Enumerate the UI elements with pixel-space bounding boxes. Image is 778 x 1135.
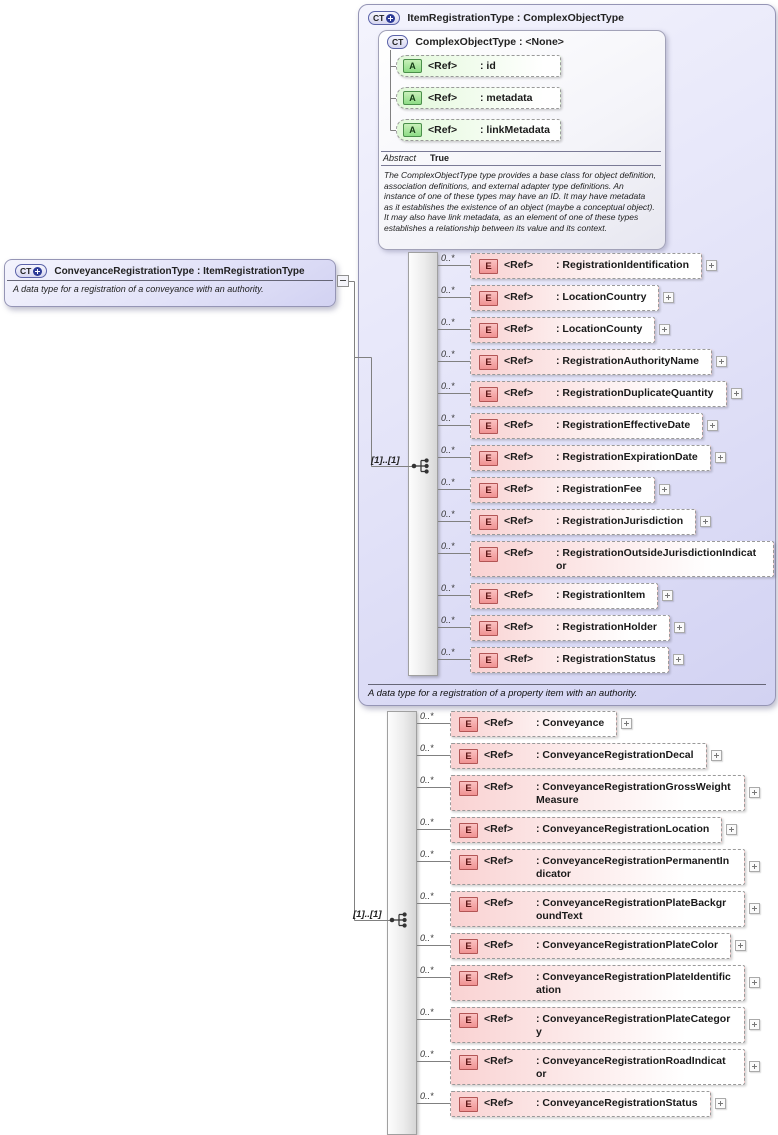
inherited-element-rows	[441, 253, 774, 679]
expand-icon[interactable]	[715, 452, 726, 463]
ref-label: <Ref>	[428, 92, 458, 104]
element-box[interactable]	[470, 445, 711, 471]
element-icon: E	[479, 323, 498, 338]
element-box[interactable]	[470, 381, 727, 407]
cardinality-label: 0..*	[420, 817, 434, 827]
element-icon: E	[479, 451, 498, 466]
cardinality-label: 0..*	[441, 413, 455, 423]
element-name: : RegistrationItem	[556, 589, 646, 601]
ref-label: <Ref>	[504, 419, 534, 431]
ref-label: <Ref>	[428, 60, 458, 72]
expand-icon[interactable]	[674, 622, 685, 633]
complex-object-type-title: ComplexObjectType : <None>	[415, 36, 564, 48]
expand-icon[interactable]	[749, 1019, 760, 1030]
element-name: : ConveyanceRegistrationPlateColor	[536, 939, 719, 951]
ref-label: <Ref>	[504, 547, 534, 559]
ref-label: <Ref>	[484, 823, 514, 835]
element-box[interactable]	[470, 285, 659, 311]
element-row	[441, 285, 774, 311]
element-icon: E	[459, 897, 478, 912]
sequence-icon[interactable]	[388, 910, 414, 930]
sequence-icon[interactable]	[410, 456, 436, 476]
attribute-icon: A	[403, 123, 422, 137]
ref-label: <Ref>	[504, 483, 534, 495]
element-box[interactable]	[450, 743, 707, 769]
attribute-list	[396, 55, 561, 151]
element-name: : Conveyance	[536, 717, 605, 729]
element-box[interactable]	[470, 253, 702, 279]
element-row	[420, 933, 745, 959]
ref-label: <Ref>	[484, 781, 514, 793]
element-row	[441, 541, 774, 577]
element-name: : RegistrationDuplicateQuantity	[556, 387, 714, 399]
cardinality-label: 0..*	[441, 509, 455, 519]
element-box[interactable]	[450, 1049, 745, 1085]
element-name: : ConveyanceRegistrationLocation	[536, 823, 710, 835]
complex-type-icon	[387, 35, 408, 49]
expand-icon[interactable]	[659, 484, 670, 495]
ref-label: <Ref>	[504, 259, 534, 271]
ref-label: <Ref>	[484, 855, 514, 867]
expand-icon[interactable]	[659, 324, 670, 335]
cardinality-label: 0..*	[441, 349, 455, 359]
element-row	[441, 509, 774, 535]
expand-icon[interactable]	[749, 787, 760, 798]
element-icon: E	[479, 259, 498, 274]
element-icon: E	[479, 653, 498, 668]
expand-icon[interactable]	[621, 718, 632, 729]
sequence-cardinality: [1]..[1]	[353, 909, 382, 920]
element-icon: E	[479, 291, 498, 306]
element-name: : RegistrationExpirationDate	[556, 451, 698, 463]
ref-label: <Ref>	[484, 897, 514, 909]
element-box[interactable]	[470, 317, 655, 343]
sequence-cardinality: [1]..[1]	[371, 455, 400, 466]
expand-icon[interactable]	[749, 903, 760, 914]
ref-label: <Ref>	[484, 1055, 514, 1067]
element-row	[420, 1091, 745, 1117]
cardinality-label: 0..*	[420, 933, 434, 943]
element-box[interactable]	[470, 541, 774, 577]
expand-icon[interactable]	[726, 824, 737, 835]
element-row	[420, 775, 745, 811]
element-name: : RegistrationFee	[556, 483, 642, 495]
cardinality-label: 0..*	[441, 285, 455, 295]
cardinality-label: 0..*	[420, 1049, 434, 1059]
element-icon: E	[459, 1097, 478, 1112]
element-name: : RegistrationStatus	[556, 653, 656, 665]
cardinality-label: 0..*	[441, 647, 455, 657]
element-box[interactable]	[450, 849, 745, 885]
element-box[interactable]	[470, 583, 658, 609]
element-row	[420, 1007, 745, 1043]
element-name: : LocationCountry	[556, 291, 647, 303]
element-name: : ConveyanceRegistrationPlateCategory	[536, 1013, 731, 1038]
element-icon: E	[459, 717, 478, 732]
conveyance-registration-type-title: ConveyanceRegistrationType : ItemRegistrationType	[54, 265, 305, 277]
ref-label: <Ref>	[504, 589, 534, 601]
expand-icon[interactable]	[673, 654, 684, 665]
attribute-box[interactable]	[396, 119, 561, 141]
element-row	[441, 583, 774, 609]
abstract-row	[381, 151, 661, 166]
element-name: : RegistrationHolder	[556, 621, 657, 633]
element-icon: E	[459, 781, 478, 796]
ref-label: <Ref>	[504, 515, 534, 527]
complex-type-icon-label: CT	[392, 37, 404, 47]
attribute-icon: A	[403, 59, 422, 73]
element-row	[441, 445, 774, 471]
cardinality-label: 0..*	[441, 583, 455, 593]
element-name: : ConveyanceRegistrationPlateIdentification	[536, 971, 731, 996]
expand-icon[interactable]	[749, 861, 760, 872]
element-name: : LocationCounty	[556, 323, 643, 335]
item-registration-type-title: ItemRegistrationType : ComplexObjectType	[407, 12, 624, 24]
element-icon: E	[479, 589, 498, 604]
element-box[interactable]	[450, 1007, 745, 1043]
expand-icon[interactable]	[663, 292, 674, 303]
attribute-icon: A	[403, 91, 422, 105]
derived-plus-icon	[386, 14, 395, 23]
cardinality-label: 0..*	[420, 775, 434, 785]
ref-label: <Ref>	[504, 323, 534, 335]
item-registration-type-description: A data type for a registration of a property item with an authority.	[368, 684, 766, 699]
ref-label: <Ref>	[504, 291, 534, 303]
element-icon: E	[479, 483, 498, 498]
cardinality-label: 0..*	[420, 849, 434, 859]
element-row	[441, 413, 774, 439]
cardinality-label: 0..*	[441, 615, 455, 625]
ref-label: <Ref>	[484, 717, 514, 729]
element-row	[420, 711, 745, 737]
cardinality-label: 0..*	[441, 477, 455, 487]
attribute-box[interactable]	[396, 87, 561, 109]
element-row	[420, 1049, 745, 1085]
element-icon: E	[459, 939, 478, 954]
element-icon: E	[459, 823, 478, 838]
cardinality-label: 0..*	[441, 317, 455, 327]
cardinality-label: 0..*	[420, 743, 434, 753]
ref-label: <Ref>	[484, 971, 514, 983]
complex-type-icon-label: CT	[20, 266, 32, 276]
ref-label: <Ref>	[428, 124, 458, 136]
ref-label: <Ref>	[484, 749, 514, 761]
element-box[interactable]	[450, 891, 745, 927]
element-box[interactable]	[450, 817, 722, 843]
element-icon: E	[459, 971, 478, 986]
element-name: : ConveyanceRegistrationGrossWeightMeasure	[536, 781, 731, 806]
derived-plus-icon	[33, 267, 42, 276]
ref-label: <Ref>	[504, 653, 534, 665]
attribute-row	[396, 119, 561, 141]
ref-label: <Ref>	[504, 451, 534, 463]
expand-icon[interactable]	[749, 1061, 760, 1072]
element-box[interactable]	[470, 509, 696, 535]
element-box[interactable]	[450, 965, 745, 1001]
attribute-box[interactable]	[396, 55, 561, 77]
element-name: : ConveyanceRegistrationRoadIndicator	[536, 1055, 726, 1080]
element-icon: E	[479, 621, 498, 636]
element-row	[441, 647, 774, 673]
ref-label: <Ref>	[484, 1013, 514, 1025]
ref-label: <Ref>	[484, 1097, 514, 1109]
element-name: : ConveyanceRegistrationStatus	[536, 1097, 698, 1109]
complex-object-type-description: The ComplexObjectType type provides a base class for object definition, association definitions, and external adapter type definitions. An instance of one of these types may have an ID. It may have metadata as it establishes the existence of an object (maybe a conceptual object). It may also have link metadata, as an element of one of these types establishes a relationship between its value and its context.	[384, 170, 656, 233]
element-icon: E	[459, 1055, 478, 1070]
element-icon: E	[479, 387, 498, 402]
expand-icon[interactable]	[662, 590, 673, 601]
complex-type-icon	[368, 11, 400, 25]
element-box[interactable]	[470, 477, 655, 503]
element-name: : RegistrationJurisdiction	[556, 515, 684, 527]
element-row	[420, 965, 745, 1001]
element-row	[441, 477, 774, 503]
element-name: : ConveyanceRegistrationPermanentIndicator	[536, 855, 730, 880]
element-row	[420, 743, 745, 769]
element-row	[441, 317, 774, 343]
expand-icon[interactable]	[731, 388, 742, 399]
collapse-icon[interactable]	[337, 275, 349, 287]
element-box[interactable]	[470, 349, 712, 375]
element-box[interactable]	[470, 647, 669, 673]
own-element-rows	[420, 711, 745, 1123]
expand-icon[interactable]	[706, 260, 717, 271]
cardinality-label: 0..*	[420, 891, 434, 901]
element-name: : ConveyanceRegistrationDecal	[536, 749, 694, 761]
element-row	[420, 849, 745, 885]
element-icon: E	[479, 515, 498, 530]
expand-icon[interactable]	[711, 750, 722, 761]
cardinality-label: 0..*	[441, 381, 455, 391]
element-icon: E	[459, 749, 478, 764]
element-icon: E	[459, 855, 478, 870]
conveyance-registration-type-box[interactable]	[4, 259, 336, 307]
element-row	[441, 349, 774, 375]
element-box[interactable]	[470, 413, 703, 439]
attribute-name: : metadata	[480, 91, 533, 104]
element-row	[420, 817, 745, 843]
conveyance-registration-type-header	[7, 260, 333, 281]
ref-label: <Ref>	[504, 621, 534, 633]
abstract-value: True	[430, 153, 450, 163]
element-box[interactable]	[450, 1091, 711, 1117]
expand-icon[interactable]	[716, 356, 727, 367]
cardinality-label: 0..*	[441, 541, 455, 551]
expand-icon[interactable]	[707, 420, 718, 431]
ref-label: <Ref>	[504, 355, 534, 367]
complex-type-icon	[15, 264, 47, 278]
element-icon: E	[479, 547, 498, 562]
cardinality-label: 0..*	[441, 445, 455, 455]
element-row	[420, 891, 745, 927]
cardinality-label: 0..*	[420, 1091, 434, 1101]
element-name: : ConveyanceRegistrationPlateBackgroundText	[536, 897, 727, 922]
conveyance-registration-type-description: A data type for a registration of a conveyance with an authority.	[13, 284, 264, 294]
complex-type-icon-label: CT	[373, 13, 385, 23]
element-name: : RegistrationAuthorityName	[556, 355, 699, 367]
element-box[interactable]	[450, 775, 745, 811]
element-name: : RegistrationEffectiveDate	[556, 419, 691, 431]
abstract-label: Abstract	[383, 153, 417, 163]
expand-icon[interactable]	[700, 516, 711, 527]
expand-icon[interactable]	[715, 1098, 726, 1109]
ref-label: <Ref>	[504, 387, 534, 399]
element-row	[441, 615, 774, 641]
element-box[interactable]	[450, 711, 617, 737]
cardinality-label: 0..*	[441, 253, 455, 263]
element-box[interactable]	[450, 933, 731, 959]
element-box[interactable]	[470, 615, 670, 641]
element-row	[441, 381, 774, 407]
cardinality-label: 0..*	[420, 965, 434, 975]
item-registration-type-header	[359, 5, 775, 29]
attribute-name: : id	[480, 59, 496, 72]
expand-icon[interactable]	[749, 977, 760, 988]
attribute-row	[396, 87, 561, 109]
cardinality-label: 0..*	[420, 711, 434, 721]
attribute-row	[396, 55, 561, 77]
element-name: : RegistrationOutsideJurisdictionIndicator	[556, 547, 757, 572]
element-row	[441, 253, 774, 279]
element-icon: E	[479, 355, 498, 370]
element-icon: E	[479, 419, 498, 434]
complex-object-type-header	[379, 31, 665, 51]
attribute-name: : linkMetadata	[480, 123, 551, 136]
ref-label: <Ref>	[484, 939, 514, 951]
cardinality-label: 0..*	[420, 1007, 434, 1017]
element-name: : RegistrationIdentification	[556, 259, 690, 271]
expand-icon[interactable]	[735, 940, 746, 951]
element-icon: E	[459, 1013, 478, 1028]
